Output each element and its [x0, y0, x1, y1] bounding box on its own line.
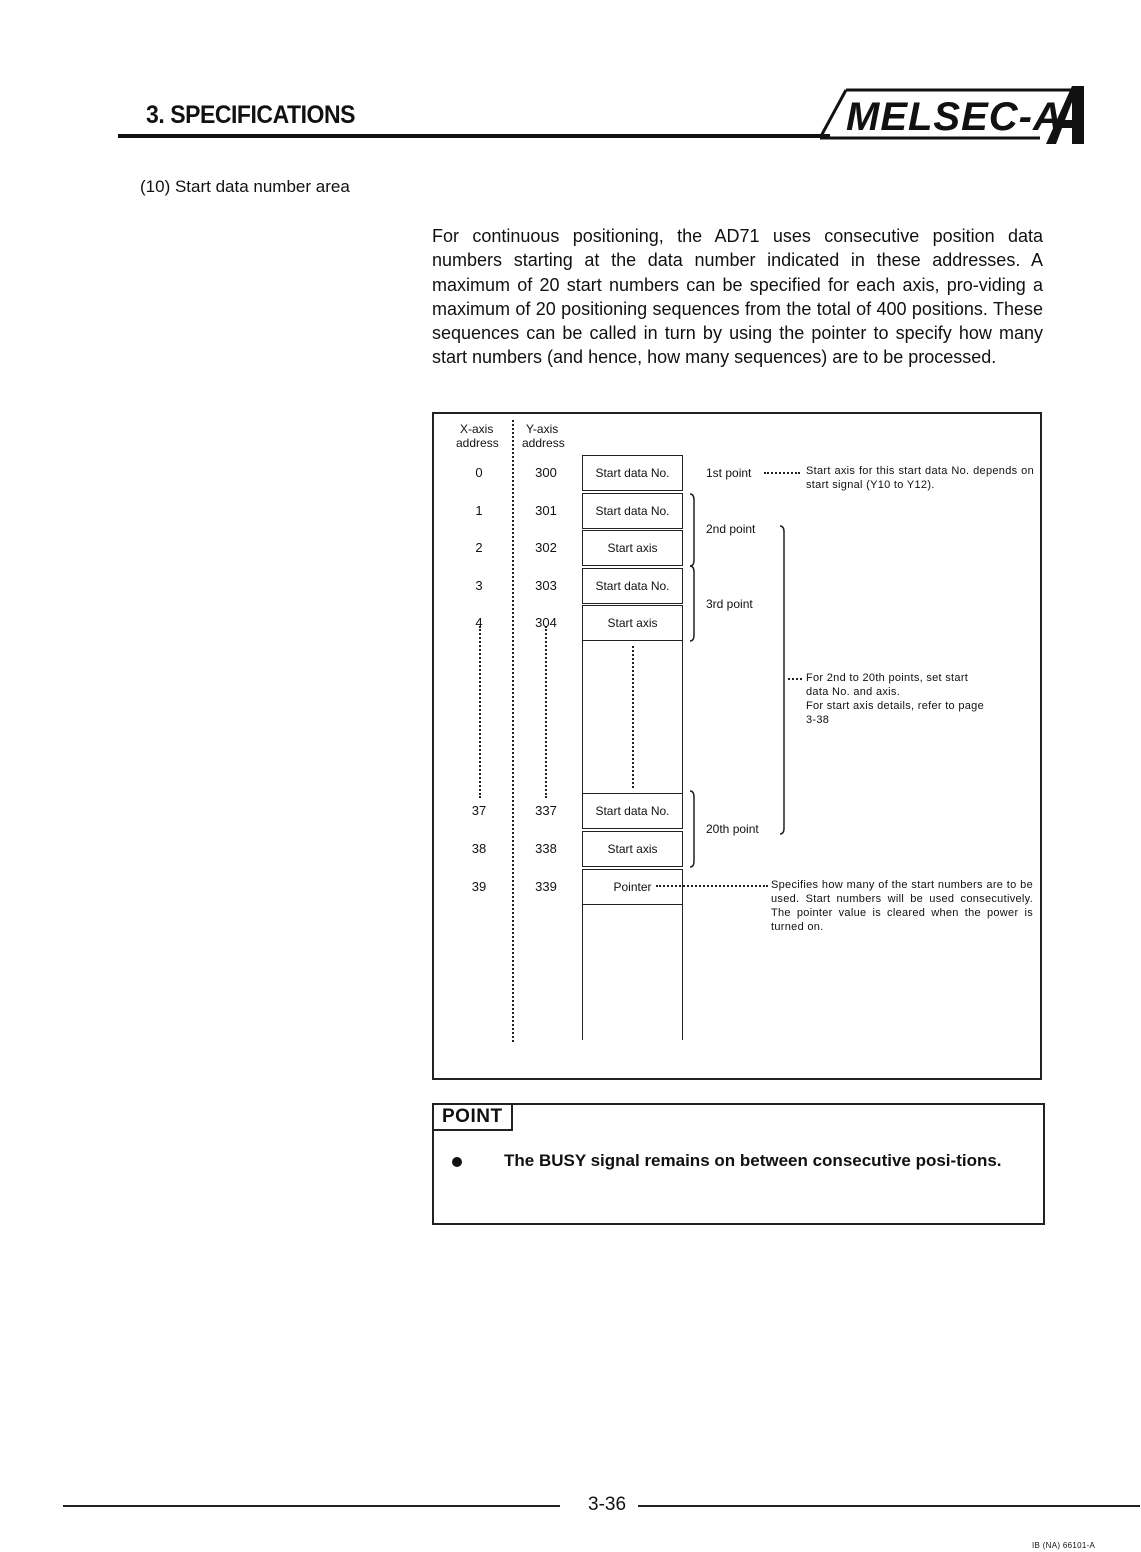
memory-cell: Start axis	[582, 831, 683, 867]
address-separator	[512, 420, 514, 1042]
point-brackets	[684, 488, 794, 868]
first-point-label: 1st point	[706, 466, 752, 480]
footer-rule-left	[63, 1505, 560, 1507]
cell-ellipsis	[632, 646, 634, 788]
x-address: 2	[475, 540, 483, 555]
point-text: The BUSY signal remains on between consecutive posi-tions.	[504, 1151, 1002, 1170]
x-address: 3	[475, 578, 483, 593]
points-note-line: data No. and axis.	[806, 686, 901, 698]
memory-column-left	[582, 640, 583, 794]
memory-column-left	[582, 904, 583, 1040]
bullet-icon	[452, 1157, 462, 1167]
header-rule	[118, 134, 830, 138]
start-axis-note: Start axis for this start data No. depends on start signal (Y10 to Y12).	[806, 465, 1034, 491]
y-address: 337	[535, 803, 557, 818]
y-address: 339	[535, 879, 557, 894]
melsec-logo-text: MELSEC-A	[846, 95, 1063, 139]
points-note-line: 3-38	[806, 714, 830, 726]
memory-cell: Start data No.	[582, 568, 683, 604]
memory-cell: Pointer	[582, 869, 683, 905]
y-address-header: address	[522, 436, 565, 450]
point-box	[432, 1103, 1045, 1225]
y-address: 300	[535, 465, 557, 480]
point-label: POINT	[434, 1105, 513, 1131]
x-address: 38	[471, 841, 487, 856]
document-code: IB (NA) 66101-A	[1032, 1541, 1096, 1550]
leader-line	[788, 678, 802, 680]
memory-column-right	[682, 904, 683, 1040]
memory-cell: Start data No.	[582, 793, 683, 829]
section-heading: (10) Start data number area	[140, 177, 350, 196]
leader-line	[764, 472, 800, 474]
x-address-header: address	[456, 436, 499, 450]
second-point-label: 2nd point	[706, 522, 756, 536]
y-address: 338	[535, 841, 557, 856]
x-axis-header: X-axis	[460, 422, 494, 436]
memory-cell: Start data No.	[582, 455, 683, 491]
y-address: 304	[535, 615, 557, 630]
memory-cell: Start axis	[582, 605, 683, 641]
memory-column-right	[682, 640, 683, 794]
x-address: 37	[471, 803, 487, 818]
memory-cell: Start data No.	[582, 493, 683, 529]
y-axis-header: Y-axis	[526, 422, 559, 436]
twentieth-point-label: 20th point	[706, 822, 759, 836]
x-address: 39	[471, 879, 487, 894]
y-ellipsis	[545, 626, 547, 798]
pointer-leader-line	[656, 885, 768, 887]
intro-paragraph: For continuous positioning, the AD71 uses consecutive position data numbers starting at the data number indicated in these addresses. A maximum of 20 start numbers can be specified for each axis, pro-viding a maximum of 20 positioning sequences from the total of 400 positions. These sequences can be called in turn by using the pointer to specify how many start numbers (and hence, how many sequences) are to be processed.	[432, 226, 1043, 368]
footer-rule-right	[638, 1505, 1140, 1507]
points-note-line: For start axis details, refer to page	[806, 700, 985, 712]
x-ellipsis	[479, 626, 481, 798]
x-address: 0	[475, 465, 483, 480]
third-point-label: 3rd point	[706, 597, 753, 611]
y-address: 303	[535, 578, 557, 593]
memory-cell: Start axis	[582, 530, 683, 566]
chapter-title: 3. SPECIFICATIONS	[146, 101, 356, 129]
y-address: 302	[535, 540, 557, 555]
page-number: 3-36	[588, 1494, 627, 1515]
x-address: 1	[475, 503, 483, 518]
start-data-diagram	[432, 412, 1042, 1080]
points-note-line: For 2nd to 20th points, set start	[806, 672, 969, 684]
x-address: 4	[475, 615, 483, 630]
pointer-note: Specifies how many of the start numbers are to be used. Start numbers will be used consecutively. The pointer value is cleared when the power is turned on.	[771, 879, 1033, 933]
y-address: 301	[535, 503, 557, 518]
